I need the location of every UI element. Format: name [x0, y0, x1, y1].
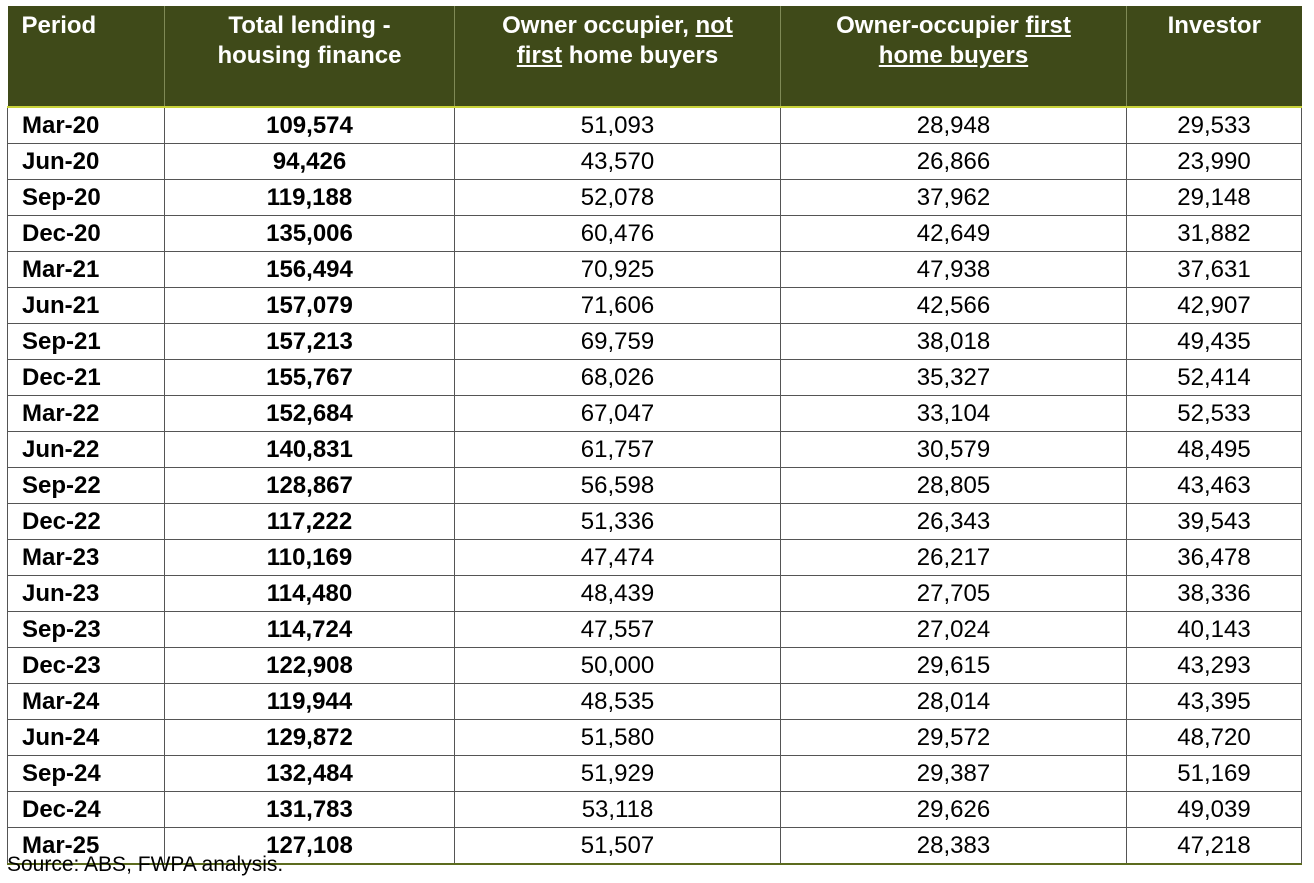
- cell-owner-occupier-first: 26,217: [781, 540, 1127, 576]
- table-row: [8, 648, 1302, 684]
- cell-owner-occupier-first: 29,387: [781, 756, 1127, 792]
- cell-owner-occupier-not-first: 48,535: [455, 684, 781, 720]
- cell-owner-occupier-not-first: 53,118: [455, 792, 781, 828]
- source-note: Source: ABS, FWPA analysis.: [7, 853, 284, 876]
- cell-total-lending: 114,480: [165, 576, 455, 612]
- cell-owner-occupier-not-first: 48,439: [455, 576, 781, 612]
- cell-period: Jun-22: [8, 432, 165, 468]
- cell-total-lending: 152,684: [165, 396, 455, 432]
- cell-investor: 52,533: [1127, 396, 1302, 432]
- cell-total-lending: 127,108: [165, 828, 455, 865]
- cell-period: Dec-20: [8, 216, 165, 252]
- cell-period: Sep-20: [8, 180, 165, 216]
- cell-period: Jun-21: [8, 288, 165, 324]
- cell-total-lending: 157,213: [165, 324, 455, 360]
- cell-owner-occupier-first: 47,938: [781, 252, 1127, 288]
- cell-period: Jun-24: [8, 720, 165, 756]
- cell-total-lending: 129,872: [165, 720, 455, 756]
- cell-owner-occupier-not-first: 70,925: [455, 252, 781, 288]
- table-row: [8, 756, 1302, 792]
- cell-period: Sep-21: [8, 324, 165, 360]
- table-row: [8, 540, 1302, 576]
- cell-period: Dec-22: [8, 504, 165, 540]
- cell-investor: 49,435: [1127, 324, 1302, 360]
- cell-investor: 52,414: [1127, 360, 1302, 396]
- cell-period: Mar-23: [8, 540, 165, 576]
- cell-owner-occupier-not-first: 71,606: [455, 288, 781, 324]
- cell-period: Dec-21: [8, 360, 165, 396]
- cell-owner-occupier-first: 42,566: [781, 288, 1127, 324]
- header-row: [8, 6, 1302, 107]
- cell-owner-occupier-not-first: 51,093: [455, 107, 781, 144]
- table-row: [8, 396, 1302, 432]
- cell-total-lending: 109,574: [165, 107, 455, 144]
- cell-period: Mar-25: [8, 828, 165, 865]
- cell-owner-occupier-first: 26,866: [781, 144, 1127, 180]
- table-body: [8, 107, 1302, 864]
- cell-total-lending: 119,188: [165, 180, 455, 216]
- cell-owner-occupier-first: 38,018: [781, 324, 1127, 360]
- cell-total-lending: 157,079: [165, 288, 455, 324]
- cell-owner-occupier-first: 37,962: [781, 180, 1127, 216]
- cell-owner-occupier-first: 29,615: [781, 648, 1127, 684]
- cell-investor: 23,990: [1127, 144, 1302, 180]
- cell-owner-occupier-first: 35,327: [781, 360, 1127, 396]
- cell-period: Mar-22: [8, 396, 165, 432]
- cell-owner-occupier-first: 26,343: [781, 504, 1127, 540]
- table-row: [8, 288, 1302, 324]
- cell-owner-occupier-not-first: 68,026: [455, 360, 781, 396]
- table-row: [8, 432, 1302, 468]
- cell-total-lending: 128,867: [165, 468, 455, 504]
- cell-owner-occupier-not-first: 51,580: [455, 720, 781, 756]
- cell-owner-occupier-not-first: 47,557: [455, 612, 781, 648]
- cell-investor: 47,218: [1127, 828, 1302, 865]
- cell-period: Mar-21: [8, 252, 165, 288]
- cell-period: Sep-24: [8, 756, 165, 792]
- table-header: [8, 6, 1302, 107]
- cell-owner-occupier-first: 29,572: [781, 720, 1127, 756]
- cell-period: Sep-23: [8, 612, 165, 648]
- cell-total-lending: 140,831: [165, 432, 455, 468]
- cell-owner-occupier-first: 28,948: [781, 107, 1127, 144]
- cell-investor: 37,631: [1127, 252, 1302, 288]
- cell-owner-occupier-first: 27,024: [781, 612, 1127, 648]
- table-row: [8, 576, 1302, 612]
- cell-period: Jun-23: [8, 576, 165, 612]
- cell-owner-occupier-first: 28,805: [781, 468, 1127, 504]
- table-row: [8, 360, 1302, 396]
- table-row: [8, 720, 1302, 756]
- cell-owner-occupier-first: 28,014: [781, 684, 1127, 720]
- cell-total-lending: 132,484: [165, 756, 455, 792]
- table-row: [8, 144, 1302, 180]
- table-row: [8, 612, 1302, 648]
- cell-investor: 36,478: [1127, 540, 1302, 576]
- table-row: [8, 324, 1302, 360]
- cell-investor: 42,907: [1127, 288, 1302, 324]
- cell-owner-occupier-not-first: 52,078: [455, 180, 781, 216]
- cell-investor: 48,495: [1127, 432, 1302, 468]
- cell-total-lending: 114,724: [165, 612, 455, 648]
- cell-investor: 29,533: [1127, 107, 1302, 144]
- cell-owner-occupier-not-first: 51,929: [455, 756, 781, 792]
- cell-period: Jun-20: [8, 144, 165, 180]
- cell-investor: 31,882: [1127, 216, 1302, 252]
- housing-finance-table: [7, 6, 1302, 865]
- cell-investor: 43,395: [1127, 684, 1302, 720]
- cell-owner-occupier-not-first: 69,759: [455, 324, 781, 360]
- cell-total-lending: 122,908: [165, 648, 455, 684]
- cell-total-lending: 156,494: [165, 252, 455, 288]
- cell-owner-occupier-not-first: 56,598: [455, 468, 781, 504]
- cell-investor: 49,039: [1127, 792, 1302, 828]
- cell-total-lending: 135,006: [165, 216, 455, 252]
- cell-owner-occupier-not-first: 67,047: [455, 396, 781, 432]
- cell-owner-occupier-not-first: 60,476: [455, 216, 781, 252]
- cell-owner-occupier-first: 28,383: [781, 828, 1127, 865]
- cell-investor: 43,463: [1127, 468, 1302, 504]
- cell-owner-occupier-not-first: 51,336: [455, 504, 781, 540]
- cell-investor: 51,169: [1127, 756, 1302, 792]
- cell-owner-occupier-first: 29,626: [781, 792, 1127, 828]
- cell-owner-occupier-not-first: 51,507: [455, 828, 781, 865]
- header-period: Period: [8, 6, 165, 107]
- table-row: [8, 468, 1302, 504]
- header-owner-occupier-not-first: Owner occupier, not first home buyers: [455, 6, 781, 107]
- cell-total-lending: 117,222: [165, 504, 455, 540]
- cell-owner-occupier-not-first: 50,000: [455, 648, 781, 684]
- cell-total-lending: 94,426: [165, 144, 455, 180]
- cell-period: Dec-23: [8, 648, 165, 684]
- cell-investor: 43,293: [1127, 648, 1302, 684]
- cell-period: Mar-24: [8, 684, 165, 720]
- cell-period: Dec-24: [8, 792, 165, 828]
- table-row: [8, 216, 1302, 252]
- header-owner-occupier-first: Owner-occupier first home buyers: [781, 6, 1127, 107]
- table-row: [8, 504, 1302, 540]
- cell-owner-occupier-not-first: 43,570: [455, 144, 781, 180]
- cell-owner-occupier-first: 27,705: [781, 576, 1127, 612]
- cell-investor: 40,143: [1127, 612, 1302, 648]
- cell-investor: 29,148: [1127, 180, 1302, 216]
- table-row: [8, 252, 1302, 288]
- cell-owner-occupier-not-first: 47,474: [455, 540, 781, 576]
- cell-investor: 48,720: [1127, 720, 1302, 756]
- header-investor: Investor: [1127, 6, 1302, 107]
- cell-total-lending: 155,767: [165, 360, 455, 396]
- header-total-lending: Total lending - housing finance: [165, 6, 455, 107]
- cell-owner-occupier-not-first: 61,757: [455, 432, 781, 468]
- table-row: [8, 792, 1302, 828]
- cell-total-lending: 110,169: [165, 540, 455, 576]
- cell-total-lending: 131,783: [165, 792, 455, 828]
- table-row: [8, 180, 1302, 216]
- cell-total-lending: 119,944: [165, 684, 455, 720]
- cell-owner-occupier-first: 30,579: [781, 432, 1127, 468]
- table-row: [8, 684, 1302, 720]
- cell-investor: 39,543: [1127, 504, 1302, 540]
- cell-owner-occupier-first: 33,104: [781, 396, 1127, 432]
- cell-investor: 38,336: [1127, 576, 1302, 612]
- cell-period: Mar-20: [8, 107, 165, 144]
- cell-period: Sep-22: [8, 468, 165, 504]
- cell-owner-occupier-first: 42,649: [781, 216, 1127, 252]
- table-row: [8, 107, 1302, 144]
